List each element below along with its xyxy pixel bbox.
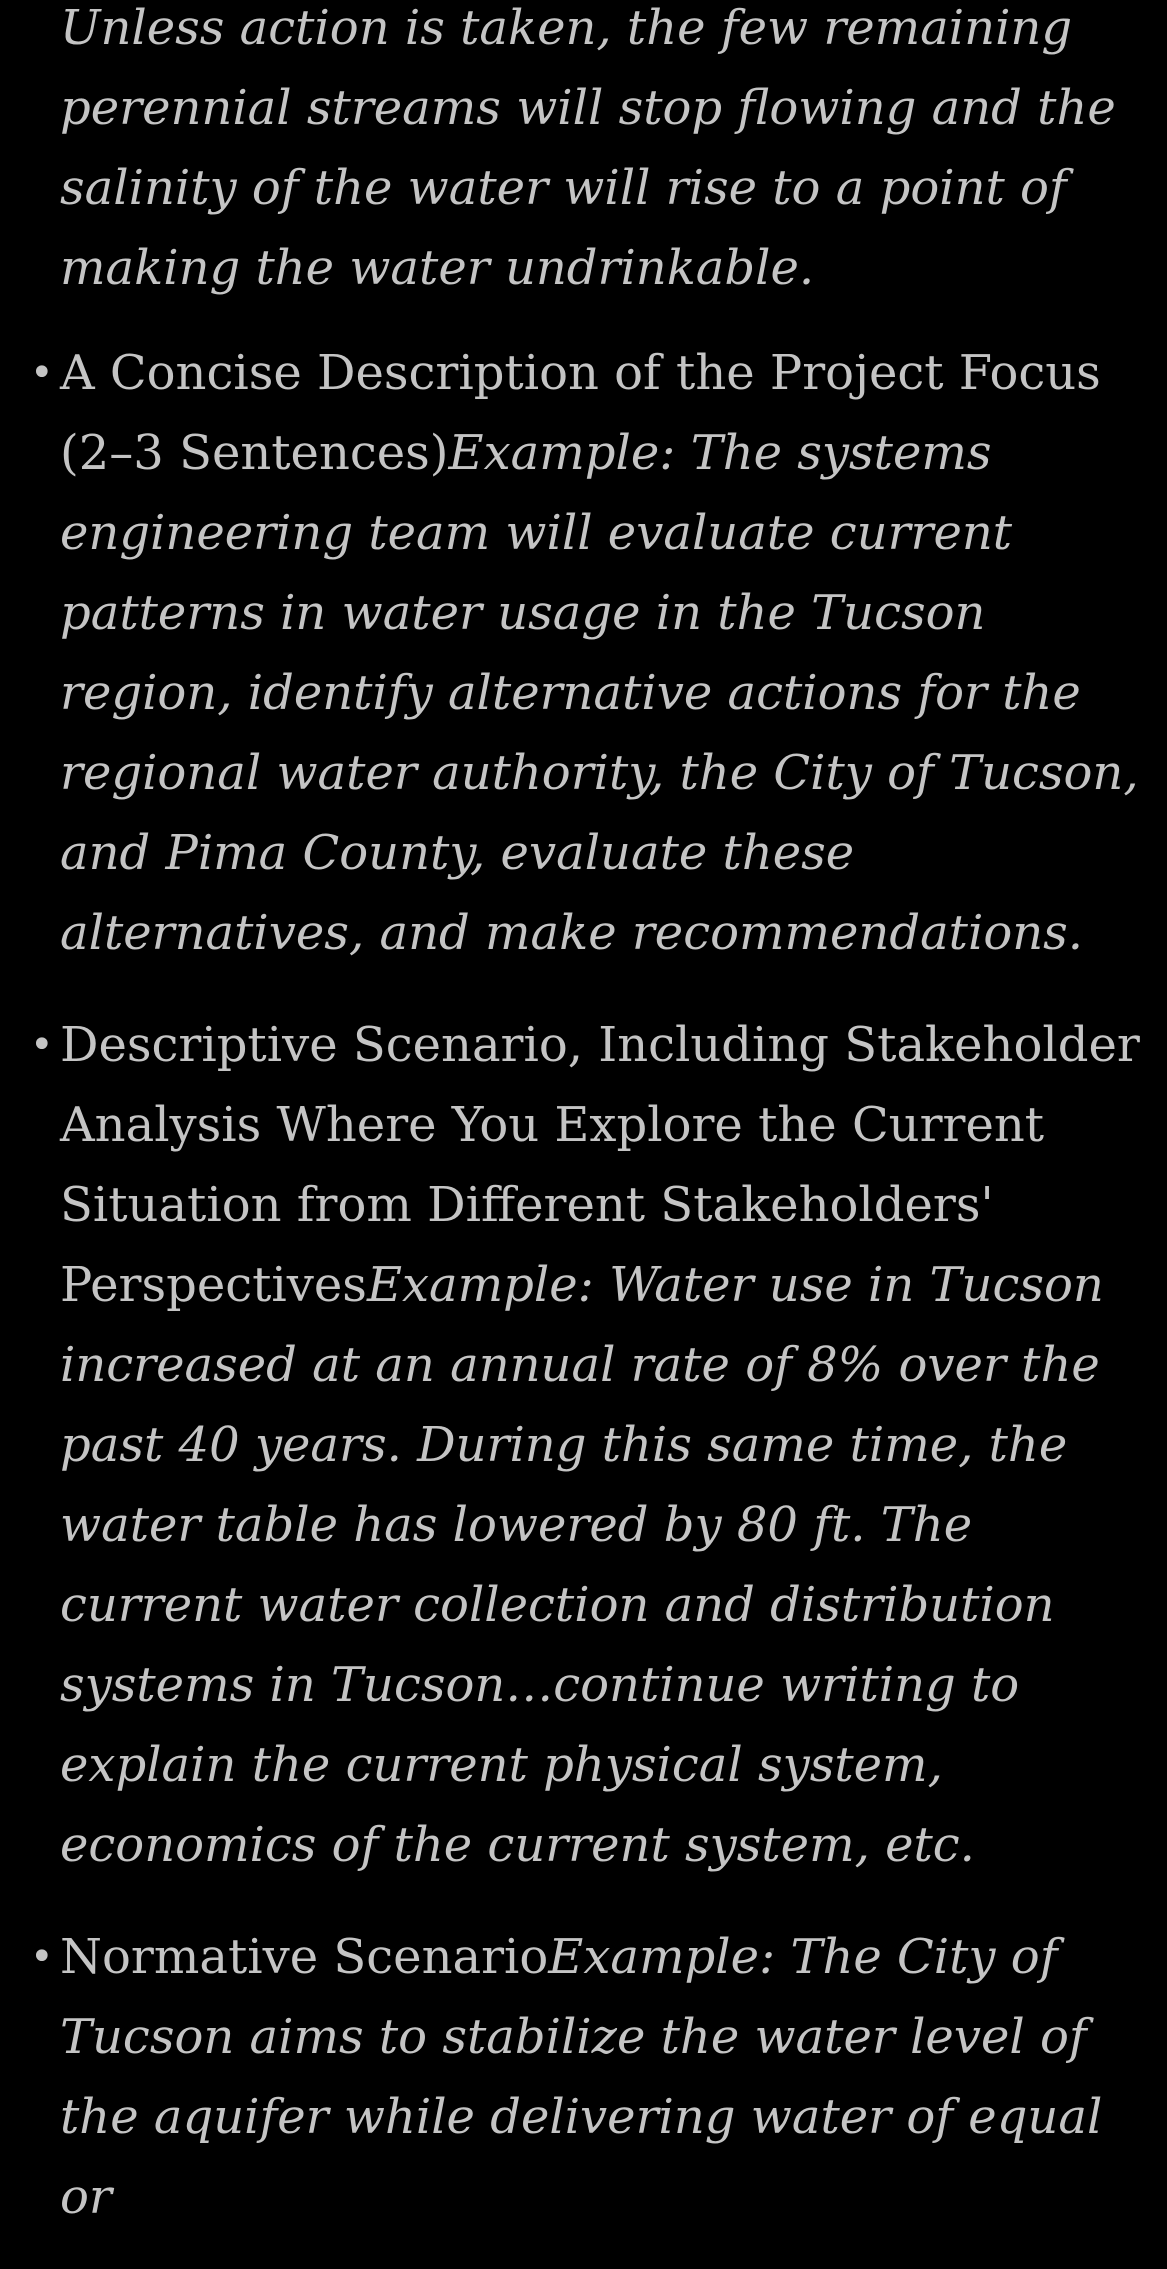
item-heading: Descriptive Scenario, Including Stakeholder Analysis Where You Explore the Current Situation from Different Stakeholders' Perspectives: [60, 1017, 1140, 1313]
bullet-icon: •: [30, 1934, 54, 1980]
bullet-icon: •: [30, 1022, 54, 1068]
item-example: Example: The City of Tucson aims to stabilize the water level of the aquifer while delivering water of equal or: [60, 1929, 1103, 2225]
item-example: Example: The systems engineering team will evaluate current patterns in water usage in the Tucson region, identify alternative actions for the regional water authority, the City of Tucson, and Pima County, evaluate these alternatives, and make recommendations.: [60, 425, 1139, 961]
list-item: [0, 1005, 1167, 1885]
continuation-paragraph: Unless action is taken, the few remaining perennial streams will stop flowing and the salinity of the water will rise to a point of making the water undrinkable.: [60, 0, 1116, 296]
list-item: [0, 1917, 1167, 2237]
item-heading: Normative Scenario: [60, 1929, 549, 1985]
list-item: [0, 333, 1167, 973]
item-heading: A Concise Description of the Project Focus (2–3 Sentences): [60, 345, 1101, 481]
bullet-icon: •: [30, 350, 54, 396]
item-example: Example: Water use in Tucson increased at an annual rate of 8% over the past 40 years. During this same time, the water table has lowered by 80 ft. The current water collection and distribution systems in Tucson…continue writing to explain the current physical system, economics of the current system, etc.: [60, 1257, 1104, 1873]
bullet-list: [0, 333, 1167, 2269]
